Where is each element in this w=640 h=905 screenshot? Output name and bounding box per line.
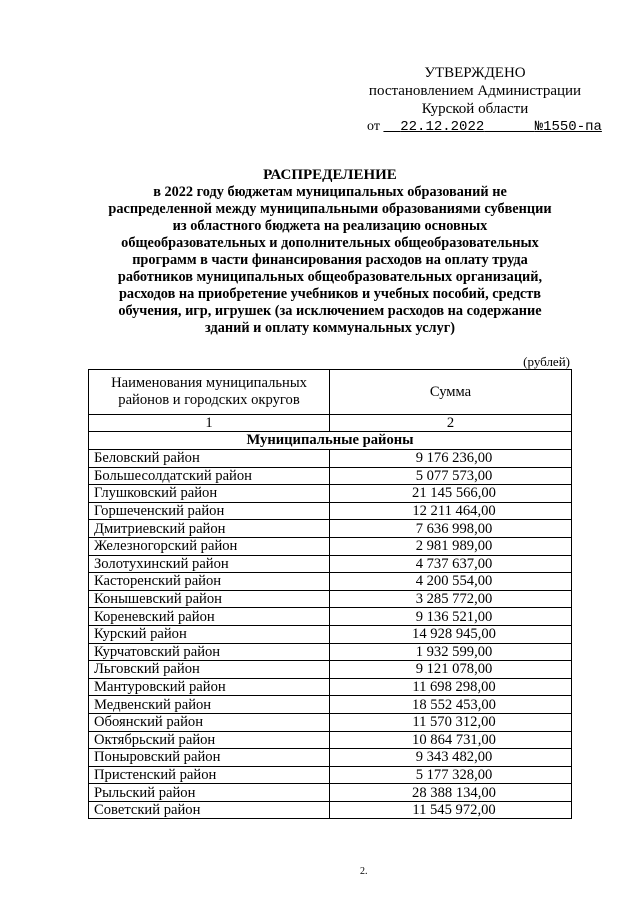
district-name: Железногорский район [89,537,330,555]
district-name: Медвенский район [89,696,330,714]
district-sum: 9 176 236,00 [330,450,572,468]
approval-date: 22.12.2022 [400,119,485,135]
district-sum: 11 570 312,00 [330,713,572,731]
table-row [89,731,572,749]
district-name: Курчатовский район [89,643,330,661]
district-name: Рыльский район [89,784,330,802]
district-name: Обоянский район [89,713,330,731]
district-name: Пристенский район [89,766,330,784]
table-row [89,749,572,767]
district-sum: 1 932 599,00 [330,643,572,661]
district-sum: 9 136 521,00 [330,608,572,626]
table-row [89,643,572,661]
table-row [89,590,572,608]
district-name: Дмитриевский район [89,520,330,538]
district-name: Большесолдатский район [89,467,330,485]
table-row [89,801,572,819]
column-number: 1 [89,415,330,432]
district-name: Кореневский район [89,608,330,626]
table-row [89,766,572,784]
column-header-name: Наименования муниципальных районов и городских округов [89,370,330,415]
district-sum: 4 200 554,00 [330,573,572,591]
table-row [89,450,572,468]
heading-line: программ в части финансирования расходов на оплату труда [132,252,528,268]
table-row [89,784,572,802]
district-sum: 18 552 453,00 [330,696,572,714]
heading-line: обучения, игр, игрушек (за исключением расходов на содержание [118,303,542,319]
approval-region: Курской области [421,101,529,117]
district-name: Горшеченский район [89,502,330,520]
heading-line: из областного бюджета на реализацию основных [172,218,488,234]
table-row [89,537,572,555]
district-sum: 4 737 637,00 [330,555,572,573]
table-row [89,573,572,591]
column-number-row [89,415,572,432]
heading-line: в 2022 году бюджетам муниципальных образований не [153,184,507,200]
district-name: Касторенский район [89,573,330,591]
approval-title: УТВЕРЖДЕНО [424,65,526,81]
approval-number: №1550-па [534,119,602,135]
district-name: Мантуровский район [89,678,330,696]
district-name: Золотухинский район [89,555,330,573]
heading-line: распределенной между муниципальными образованиями субвенции [108,201,552,217]
district-sum: 11 698 298,00 [330,678,572,696]
distribution-table [88,369,572,819]
approval-date-line [355,118,602,136]
district-sum: 11 545 972,00 [330,801,572,819]
district-sum: 21 145 566,00 [330,485,572,503]
district-name: Поныровский район [89,749,330,767]
district-sum: 7 636 998,00 [330,520,572,538]
section-title: Муниципальные районы [89,432,572,450]
table-header-row [89,370,572,415]
table-row [89,555,572,573]
unit-label: (рублей) [523,354,570,369]
table-row [89,485,572,503]
district-name: Глушковский район [89,485,330,503]
district-name: Беловский район [89,450,330,468]
table-row [89,608,572,626]
heading-line: зданий и оплату коммунальных услуг) [205,320,455,336]
district-sum: 14 928 945,00 [330,625,572,643]
district-name: Конышевский район [89,590,330,608]
approval-issuer: постановлением Администрации [368,83,582,99]
heading-line: расходов на приобретение учебников и учебных пособий, средств [118,286,542,302]
heading-title: РАСПРЕДЕЛЕНИЕ [263,167,397,183]
district-sum: 5 177 328,00 [330,766,572,784]
column-number: 2 [330,415,572,432]
district-sum: 28 388 134,00 [330,784,572,802]
section-row [89,432,572,450]
table-row [89,502,572,520]
district-sum: 5 077 573,00 [330,467,572,485]
district-sum: 12 211 464,00 [330,502,572,520]
table-row [89,520,572,538]
date-prefix: от [367,119,380,134]
district-sum: 9 121 078,00 [330,661,572,679]
district-name: Октябрьский район [89,731,330,749]
table-row [89,625,572,643]
approval-block [355,64,602,136]
table-row [89,467,572,485]
table-row [89,678,572,696]
column-header-sum: Сумма [330,370,572,415]
district-sum: 10 864 731,00 [330,731,572,749]
district-sum: 3 285 772,00 [330,590,572,608]
table-row [89,661,572,679]
table-row [89,713,572,731]
heading-line: общеобразовательных и дополнительных общеобразовательных [121,235,539,251]
document-heading [80,167,580,337]
district-sum: 2 981 989,00 [330,537,572,555]
district-sum: 9 343 482,00 [330,749,572,767]
heading-line: работников муниципальных общеобразовательных организаций, [117,269,543,285]
page-mark: 2. [360,866,368,877]
district-name: Курский район [89,625,330,643]
table-row [89,696,572,714]
district-name: Льговский район [89,661,330,679]
district-name: Советский район [89,801,330,819]
